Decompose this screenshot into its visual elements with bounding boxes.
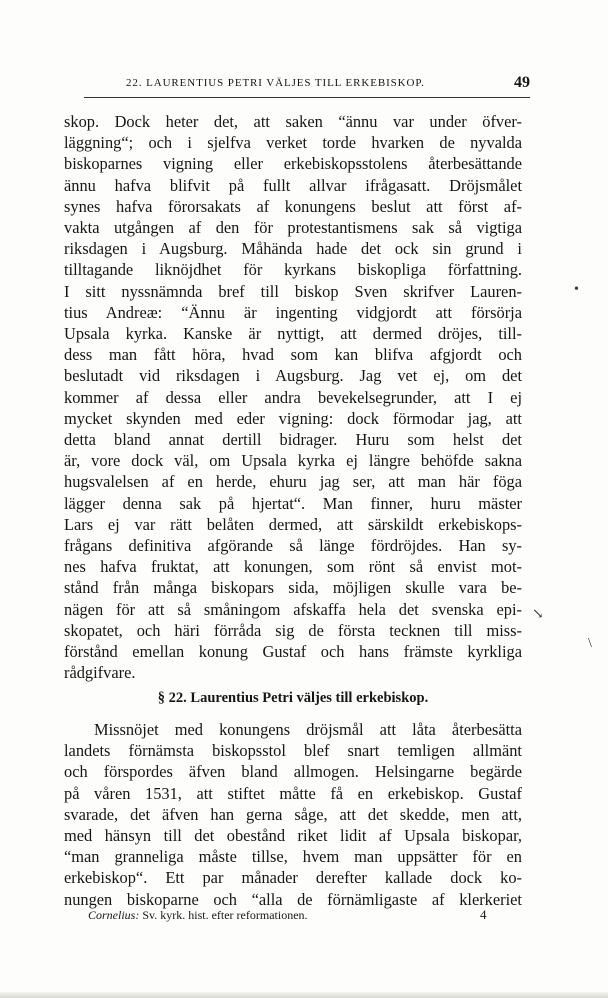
text-line: svarade, det äfven han gerna såge, att det skedde, men att, (64, 804, 522, 824)
text-line: Upsala kyrka. Kanske är nyttigt, att dermed dröjes, till- (64, 324, 522, 344)
text-line: synes hafva förorsakats af konungens beslut att först af- (64, 196, 522, 216)
text-line: dess man fått höra, hvad som kan blifva afgjordt och (64, 345, 522, 365)
margin-arrow-mark: ↘ (532, 607, 544, 622)
running-title: 22. LAURENTIUS PETRI VÄLJES TILL ERKEBISKOP. (126, 77, 425, 89)
text-line: stånd från många biskopars sida, möjligen skulle vara be- (64, 578, 522, 598)
margin-dot-mark: • (574, 282, 579, 297)
text-line: beslutadt vid riksdagen i Augsburg. Jag vet ej, om det (64, 366, 522, 386)
paragraph-2 (64, 719, 522, 910)
footer-work: Sv. kyrk. hist. efter reformationen. (139, 908, 308, 922)
text-line: nungen biskoparne och “alla de förnämligaste af klerkeriet (64, 889, 522, 909)
text-line: mycket skynden med eder vigning: dock förmodar jag, att (64, 408, 522, 428)
paragraph-1 (64, 111, 522, 683)
text-line: lägger denna sak på hjertat“. Man finner, huru mäster (64, 493, 522, 513)
text-line: hugsvalelsen af en herde, ehuru jag ser, att man här föga (64, 472, 522, 492)
text-line: ännu hafva blifvit på fullt allvar ifrågasatt. Dröjsmålet (64, 175, 522, 195)
text-line: erkebiskop“. Ett par månader derefter kallade dock ko- (64, 868, 522, 888)
text-line: nägen för att så småningom afskaffa hela det svenska epi- (64, 599, 522, 619)
text-line: är, vore dock väl, om Upsala kyrka ej längre behöfde sakna (64, 451, 522, 471)
text-line: och förspordes äfven bland allmogen. Helsingarne begärde (64, 762, 522, 782)
text-line: vakta utgången af den för protestantismens sak så vigtiga (64, 218, 522, 238)
header-rule (84, 97, 530, 98)
text-line: Missnöjet med konungens dröjsmål att låta återbesätta (94, 720, 522, 739)
text-line: tius Andreæ: “Ännu är ingenting vidgjordt att försörja (64, 302, 522, 322)
text-line: frågans definitiva afgörande så länge fördröjdes. Han sy- (64, 536, 522, 556)
text-line: med hänsyn till det obestånd riket lidit af Upsala biskopar, (64, 826, 522, 846)
text-line: “man granneliga måste tillse, hvem man uppsätter för en (64, 847, 522, 867)
text-line: rådgifvare. (64, 663, 136, 683)
text-line: biskoparnes vigning eller erkebiskopsstolens återbesättande (64, 154, 522, 174)
page-number: 49 (514, 74, 530, 91)
running-head (84, 74, 530, 96)
text-line: kommer af dessa eller andra bevekelsegrunder, att I ej (64, 387, 522, 407)
text-line: nes hafva fruktat, att konungen, som rönt så envist mot- (64, 557, 522, 577)
footer-author: Cornelius: (88, 908, 140, 922)
text-line: landets förnämsta biskopsstol blef snart temligen allmänt (64, 741, 522, 761)
text-line: läggning“; och i sjelfva verket torde hvarken de nyvalda (64, 133, 522, 153)
signature-mark: 4 (480, 907, 487, 922)
text-line: tilltagande liknöjdhet för kyrkans biskopliga författning. (64, 260, 522, 280)
margin-stroke-mark: \ (588, 636, 592, 651)
footer-note (88, 908, 308, 923)
text-line: förstånd emellan konung Gustaf och hans främste kyrkliga (64, 642, 522, 662)
text-line: skopatet, och häri förråda sig de första tecknen till miss- (64, 620, 522, 640)
text-line: riksdagen i Augsburg. Måhända hade det ock sin grund i (64, 239, 522, 259)
text-line: skop. Dock heter det, att saken “ännu var under öfver- (64, 112, 522, 131)
section-heading: § 22. Laurentius Petri väljes till erkebiskop. (157, 690, 429, 706)
page-bottom-edge (0, 992, 608, 998)
text-line: Lars ej var rätt belåten dermed, att särskildt erkebiskops- (64, 514, 522, 534)
text-line: på våren 1531, att stiftet måtte få en erkebiskop. Gustaf (64, 783, 522, 803)
text-line: detta bland annat dertill bidrager. Huru som helst det (64, 430, 522, 450)
text-line: I sitt nyssnämnda bref till biskop Sven skrifver Lauren- (64, 281, 522, 301)
